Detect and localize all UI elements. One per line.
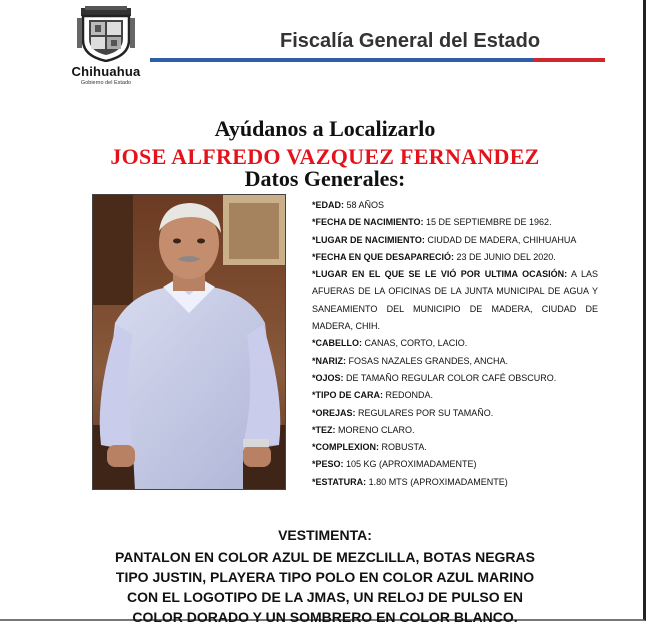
detail-row-eyes: *OJOS: DE TAMAÑO REGULAR COLOR CAFÉ OBSCURO. [312, 372, 557, 383]
detail-row-disappearance-date: *FECHA EN QUE DESAPARECIÓ: 23 DE JUNIO DEL 2020. [312, 251, 556, 262]
logo-subtitle: Gobierno del Estado [80, 80, 132, 86]
header-red-bar [533, 58, 605, 62]
clothing-section [0, 525, 650, 627]
clothing-line: PANTALON EN COLOR AZUL DE MEZCLILLA, BOTAS NEGRAS [115, 549, 535, 565]
person-photo [92, 194, 286, 490]
logo-name: Chihuahua [71, 64, 141, 79]
detail-row-height: *ESTATURA: 1.80 MTS (APROXIMADAMENTE) [312, 476, 508, 487]
header-blue-bar [150, 58, 533, 62]
person-photo-icon [93, 195, 286, 490]
clothing-line: CON EL LOGOTIPO DE LA JMAS, UN RELOJ DE PULSO EN [127, 589, 523, 605]
detail-row-birth-date: *FECHA DE NACIMIENTO: 15 DE SEPTIEMBRE DE 1962. [312, 217, 552, 228]
detail-row-birth-place: *LUGAR DE NACIMIENTO: CIUDAD DE MADERA, CHIHUAHUA [312, 234, 577, 245]
detail-row-complexion-skin: *TEZ: MORENO CLARO. [312, 424, 415, 435]
clothing-line: TIPO JUSTIN, PLAYERA TIPO POLO EN COLOR AZUL MARINO [115, 569, 535, 585]
detail-row-age: *EDAD: 58 AÑOS [312, 200, 385, 210]
detail-row-build: *COMPLEXION: ROBUSTA. [312, 442, 427, 453]
detail-row-last-seen: *LUGAR EN EL QUE SE LE VIÓ POR ULTIMA OCASIÓN: A LAS AFUERAS DE LA OFICINAS DE LA JUNTA MUNICIPAL DE AGUA Y SANEAMIENTO DEL MUNICIPIO DE MADERA, CIUDAD DE MADERA, CHIH. [312, 269, 598, 332]
detail-row-nose: *NARIZ: FOSAS NAZALES GRANDES, ANCHA. [312, 355, 509, 366]
clothing-line: COLOR DORADO Y UN SOMBRERO EN COLOR BLANCO. [132, 609, 518, 625]
poster-headline: Ayúdanos a Localizarlo [214, 116, 436, 141]
detail-row-ears: *OREJAS: REGULARES POR SU TAMAÑO. [312, 407, 494, 418]
clothing-title: VESTIMENTA: [278, 527, 372, 543]
detail-row-weight: *PESO: 105 KG (APROXIMADAMENTE) [312, 459, 477, 470]
section-title: Datos Generales: [244, 166, 406, 191]
missing-person-name: JOSE ALFREDO VAZQUEZ FERNANDEZ [110, 144, 540, 169]
coat-of-arms-icon [75, 6, 137, 62]
detail-row-hair: *CABELLO: CANAS, CORTO, LACIO. [312, 338, 468, 349]
general-data-list [312, 197, 598, 491]
agency-title: Fiscalía General del Estado [280, 30, 541, 52]
detail-row-face-type: *TIPO DE CARA: REDONDA. [312, 390, 434, 401]
state-logo [70, 6, 142, 88]
